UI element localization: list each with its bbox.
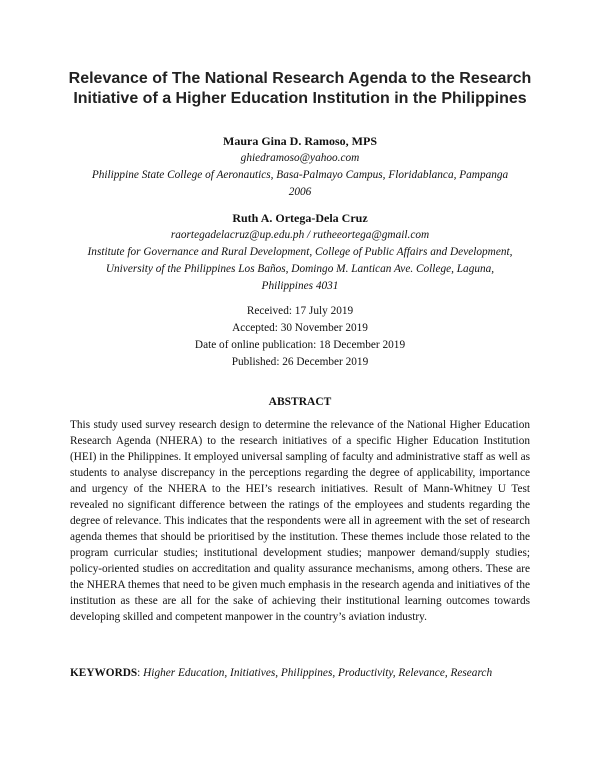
author-affiliation: Philippines 4031 xyxy=(261,280,339,292)
author-affiliation: Institute for Governance and Rural Development, College of Public Affairs and Development, xyxy=(87,246,513,258)
date-received: Received: 17 July 2019 xyxy=(246,305,354,317)
author-block-1 xyxy=(40,133,560,201)
abstract-heading: ABSTRACT xyxy=(268,396,332,408)
paper-title: Relevance of The National Research Agenda to the Research Initiative of a Higher Education Institution in the Philippines xyxy=(68,70,532,107)
keywords-values: Higher Education, Initiatives, Philippines, Productivity, Relevance, Research xyxy=(143,667,493,679)
publication-dates xyxy=(40,303,560,371)
keywords-line: KEYWORDS: Higher Education, Initiatives, Philippines, Productivity, Relevance, Research xyxy=(70,667,493,679)
author-email[interactable]: ghiedramoso@yahoo.com xyxy=(240,152,360,164)
author-affiliation: University of the Philippines Los Baños, Domingo M. Lantican Ave. College, Laguna, xyxy=(105,263,495,275)
author-block-2 xyxy=(40,210,560,295)
author-email[interactable]: raortegadelacruz@up.edu.ph / rutheeortega@gmail.com xyxy=(170,229,430,241)
author-name: Maura Gina D. Ramoso, MPS xyxy=(223,134,377,148)
keywords-label: KEYWORDS xyxy=(70,667,138,679)
abstract-text: This study used survey research design to determine the relevance of the National Higher Education Research Agenda (NHERA) to the research initiatives of a specific Higher Education Institution (HEI) in the Philippines. It employed universal sampling of faculty and administrative staff as well as students to analyse discrepancy in the perceptions regarding the degree of applicability, importance and urgency of the NHERA to the HEI’s research initiatives. Result of Mann-Whitney U Test revealed no significant difference between the ratings of the employees and students regarding the degree of relevance. This indicates that the respondents were all in agreement with the set of research agenda themes that should be prioritised by the institution. These themes include those related to the program curricular studies; institutional development studies; manpower demand/supply studies; policy-oriented studies on accreditation and quality assurance mechanisms, among others. These are the NHERA themes that need to be given much emphasis in the research agenda and initiatives of the institution as these are all for the sake of achieving their institutional learning outcomes towards developing skilled and competent manpower in the country’s aviation industry. xyxy=(70,419,530,623)
date-online: Date of online publication: 18 December 2019 xyxy=(194,339,406,351)
date-published: Published: 26 December 2019 xyxy=(231,356,369,368)
date-accepted: Accepted: 30 November 2019 xyxy=(232,322,368,334)
author-year: 2006 xyxy=(288,186,312,198)
author-affiliation: Philippine State College of Aeronautics, Basa-Palmayo Campus, Floridablanca, Pampanga xyxy=(91,169,509,181)
author-name: Ruth A. Ortega-Dela Cruz xyxy=(232,211,368,225)
